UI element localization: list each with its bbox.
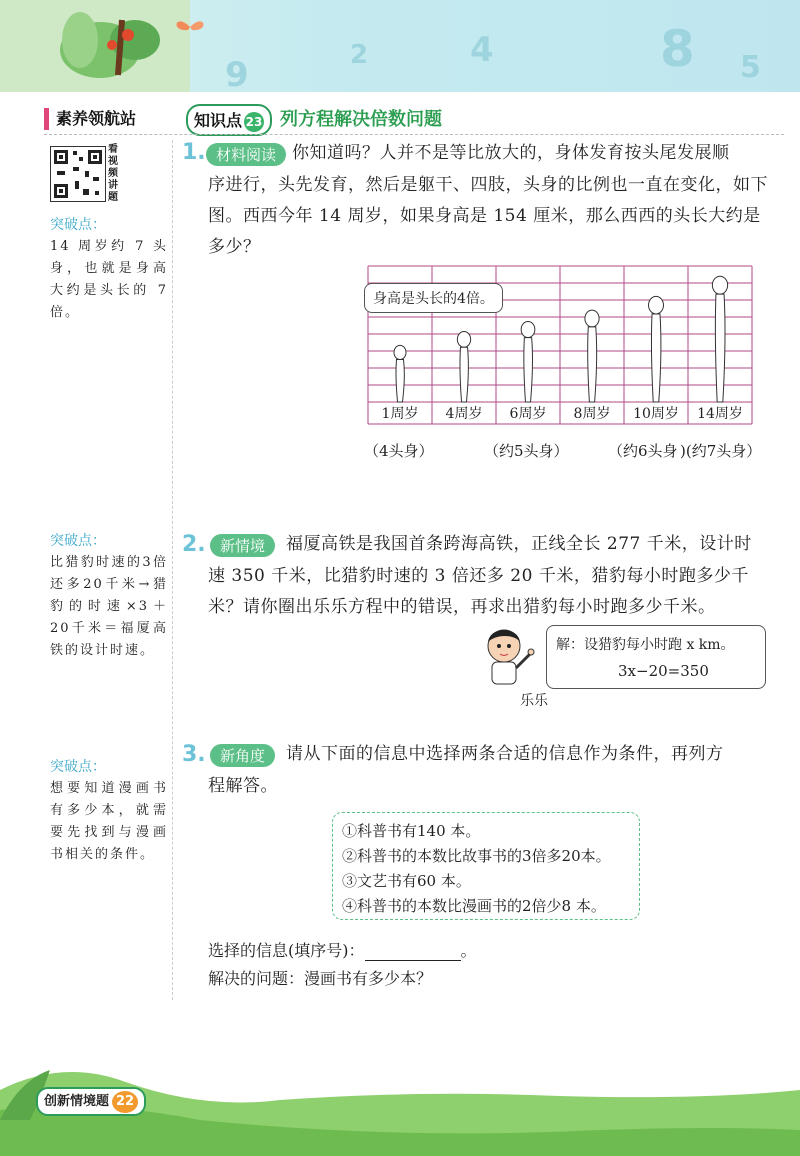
deco-number: 4 [470, 30, 494, 70]
deco-number: 2 [350, 40, 369, 70]
deco-number: 8 [660, 20, 695, 78]
question-text: 图。西西今年 14 周岁，如果身高是 154 厘米，那么西西的头长大约是 [208, 206, 761, 226]
divider [44, 134, 784, 135]
equation-setup: 解：设猎豹每小时跑 x km。 [556, 637, 735, 653]
figure-head [649, 296, 664, 314]
question-number: 1. [182, 140, 206, 165]
figure-head [457, 332, 470, 348]
sidebar-note-heading: 突破点： [50, 217, 106, 233]
leaf-illustration [0, 0, 190, 92]
question-text: 你知道吗？人并不是等比放大的，身体发育按头尾发展顺 [292, 143, 730, 163]
figure-head [394, 345, 406, 359]
qr-pattern [51, 147, 105, 201]
speaker-name: 乐乐 [520, 693, 548, 709]
age-label: 8周岁 [573, 406, 611, 422]
figure-body [524, 338, 533, 402]
problem-statement: 解决的问题：漫画书有多少本？ [208, 969, 433, 988]
head-ratio-label: （约6头身 [608, 442, 678, 460]
sidebar-divider [172, 140, 173, 1000]
sidebar-note-text: 比猎豹时速的3倍还多20千米→猎豹的时速×3＋20千米＝福厦高铁的设计时速。 [50, 555, 168, 658]
sidebar-note-text: 想要知道漫画书有多少本，就需要先找到与漫画书相关的条件。 [50, 781, 168, 862]
leaf-decoration [0, 0, 190, 92]
question-text: 米？请你圈出乐乐方程中的错误，再求出猎豹每小时跑多少千米。 [208, 597, 716, 617]
footer-title: 创新情境题 [44, 1094, 110, 1109]
topic-label: 知识点 [194, 111, 243, 130]
kid-illustration [478, 624, 544, 692]
info-item: ④科普书的本数比漫画书的2倍少8 本。 [342, 897, 606, 915]
question-text: 请从下面的信息中选择两条合适的信息作为条件，再列方 [286, 744, 724, 764]
question-tag: 新角度 [210, 744, 275, 767]
figure-body [460, 347, 468, 402]
figure-body [651, 314, 660, 402]
question-text: 序进行，头先发育，然后是躯干、四肢，头身的比例也一直在变化，如下 [208, 175, 768, 195]
question-text: 速 350 千米，比猎豹时速的 3 倍还多 20 千米，猎豹每小时跑多少千 [208, 566, 749, 586]
figure-body [396, 360, 404, 402]
butterfly-icon [170, 12, 210, 42]
selection-row [208, 938, 477, 961]
selection-blank[interactable] [365, 944, 461, 961]
equation[interactable]: 3x−20=350 [618, 662, 709, 680]
page-title: 列方程解决倍数问题 [280, 109, 442, 130]
info-item: ②科普书的本数比故事书的3倍多20本。 [342, 847, 611, 865]
figure-head [585, 310, 599, 327]
selection-prompt: 选择的信息(填序号)： [208, 941, 365, 960]
age-label: 14周岁 [697, 406, 743, 422]
info-item: ①科普书有140 本。 [342, 822, 481, 840]
chart-callout: 身高是头长的4倍。 [364, 283, 503, 313]
question-number: 2. [182, 532, 206, 557]
figure-head [521, 321, 535, 337]
head-ratio-label: （4头身） [364, 442, 434, 460]
age-label: 4周岁 [445, 406, 483, 422]
age-label: 6周岁 [509, 406, 547, 422]
question-number: 3. [182, 742, 206, 767]
sidebar-note-text: 14 周岁约 7 头身，也就是身高大约是头长的 7 倍。 [50, 239, 168, 320]
question-text: 多少？ [208, 237, 261, 257]
deco-number: 5 [740, 50, 761, 85]
qr-label: 看视频讲题 [108, 144, 118, 203]
footer-label [36, 1087, 146, 1116]
info-item: ③文艺书有60 本。 [342, 872, 471, 890]
question-text: 程解答。 [208, 776, 278, 796]
section-bar [44, 108, 49, 130]
sidebar-note-heading: 突破点： [50, 533, 106, 549]
figure-body [588, 327, 597, 402]
topic-pill [186, 104, 272, 136]
question-text: 福厦高铁是我国首条跨海高铁，正线全长 277 千米，设计时 [286, 534, 752, 554]
figure-body [715, 294, 725, 402]
qr-code[interactable] [50, 146, 106, 202]
head-ratio-label: （约5头身） [484, 442, 569, 460]
selection-end: 。 [460, 941, 477, 960]
page-number: 22 [112, 1091, 138, 1113]
question-tag: 材料阅读 [206, 143, 286, 166]
deco-number: 9 [225, 55, 249, 95]
topic-number: 23 [244, 112, 264, 132]
head-ratio-label: )(约7头身） [680, 442, 762, 460]
sidebar-note-heading: 突破点： [50, 759, 106, 775]
section-label: 素养领航站 [56, 109, 137, 128]
question-tag: 新情境 [210, 534, 275, 557]
age-label: 10周岁 [633, 406, 679, 422]
figure-head [712, 276, 727, 294]
age-label: 1周岁 [381, 406, 419, 422]
